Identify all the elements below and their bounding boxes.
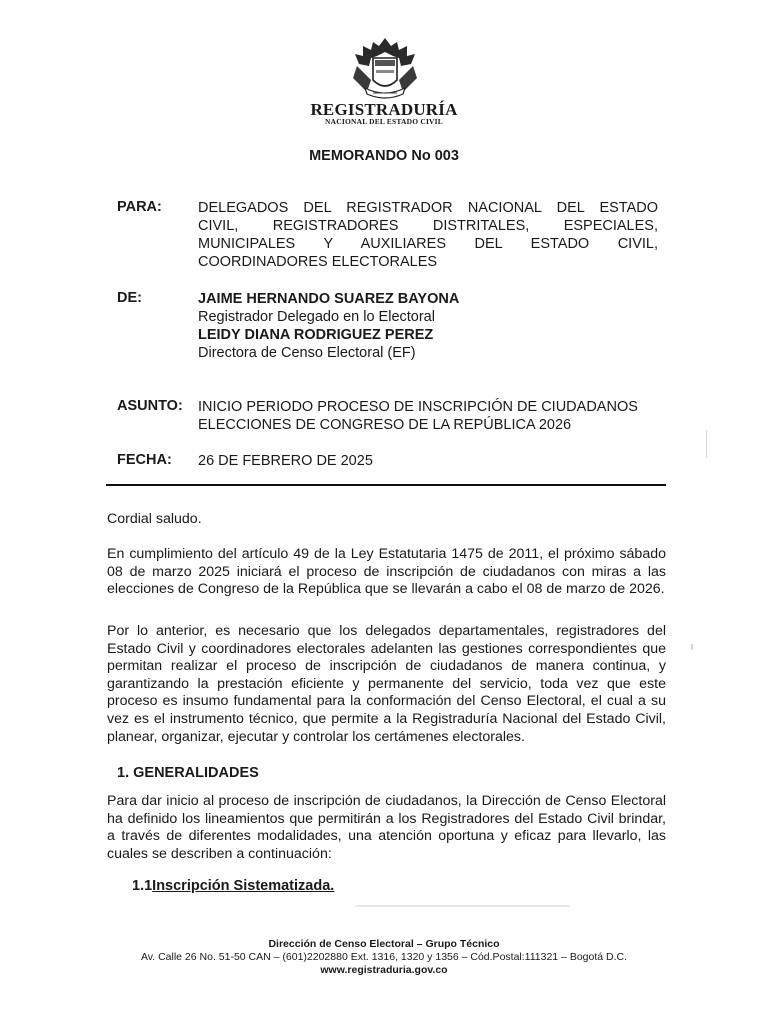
- scan-artifact: [706, 430, 707, 458]
- para-line-1: DELEGADOS DEL REGISTRADOR NACIONAL DEL ESTADO: [198, 200, 658, 216]
- para-line-4: COORDINADORES ELECTORALES: [198, 254, 438, 270]
- organization-name: REGISTRADURÍA: [310, 100, 458, 119]
- footer-address: Av. Calle 26 No. 51-50 CAN – (601)2202880 Ext. 1316, 1320 y 1356 – Cód.Postal:111321 – Bogotá D.C.: [140, 951, 628, 963]
- coat-of-arms-seal-icon: [343, 36, 427, 102]
- paragraph-1: En cumplimiento del artículo 49 de la Ley Estatutaria 1475 de 2011, el próximo sábado 08 de marzo 2025 iniciará el proceso de inscripción de ciudadanos con miras a las elecciones de Congreso de la República que se llevarán a cabo el 08 de marzo de 2026.: [107, 546, 666, 598]
- fecha-value: 26 DE FEBRERO DE 2025: [198, 453, 373, 469]
- organization-subtitle: NACIONAL DEL ESTADO CIVIL: [324, 117, 443, 126]
- sender-role-1: Registrador Delegado en lo Electoral: [198, 309, 435, 325]
- header-divider: [106, 484, 666, 486]
- sender-name-2: LEIDY DIANA RODRIGUEZ PEREZ: [198, 327, 434, 343]
- para-line-3: MUNICIPALES Y AUXILIARES DEL ESTADO CIVIL,: [198, 236, 658, 252]
- paragraph-2: Por lo anterior, es necesario que los delegados departamentales, registradores del Estado Civil y coordinadores electorales adelanten las gestiones correspondientes que permitan realizar el proceso de inscripción de ciudadanos de manera continua, y garantizando la prestación eficiente y permanente del servicio, toda vez que este proceso es insumo fundamental para la conformación del Censo Electoral, el cual a su vez es el instrumento técnico, que permite a la Registraduría Nacional del Estado Civil, planear, organizar, ejecutar y controlar los certámenes electorales.: [107, 623, 666, 745]
- paragraph-3: Para dar inicio al proceso de inscripción de ciudadanos, la Dirección de Censo Electoral ha definido los lineamientos que permitirán a los Registradores del Estado Civil brindar, a través de diferentes modalidades, una atención oportuna y eficaz para llevarlo, las cuales se describen a continuación:: [107, 793, 666, 862]
- section-heading-generalidades: 1. GENERALIDADES: [117, 765, 259, 781]
- para-label: PARA:: [117, 199, 162, 215]
- scan-artifact: [691, 644, 693, 650]
- footer-department: Dirección de Censo Electoral – Grupo Técnico: [268, 938, 500, 950]
- asunto-label: ASUNTO:: [117, 398, 183, 414]
- memo-title: MEMORANDO No 003: [309, 148, 459, 164]
- subsection-heading: [132, 878, 334, 894]
- para-line-2: CIVIL, REGISTRADORES DISTRITALES, ESPECIALES,: [198, 218, 658, 234]
- scan-artifact: [355, 905, 570, 907]
- de-label: DE:: [117, 290, 142, 306]
- asunto-line-2: ELECCIONES DE CONGRESO DE LA REPÚBLICA 2026: [198, 417, 572, 433]
- subsection-title: Inscripción Sistematizada.: [152, 878, 335, 894]
- subsection-number: 1.1: [132, 878, 153, 894]
- footer-website: www.registraduria.gov.co: [320, 964, 448, 976]
- fecha-label: FECHA:: [117, 452, 172, 468]
- sender-role-2: Directora de Censo Electoral (EF): [198, 345, 416, 361]
- greeting: Cordial saludo.: [107, 511, 202, 527]
- asunto-line-1: INICIO PERIODO PROCESO DE INSCRIPCIÓN DE CIUDADANOS: [198, 399, 638, 415]
- sender-name-1: JAIME HERNANDO SUAREZ BAYONA: [198, 291, 460, 307]
